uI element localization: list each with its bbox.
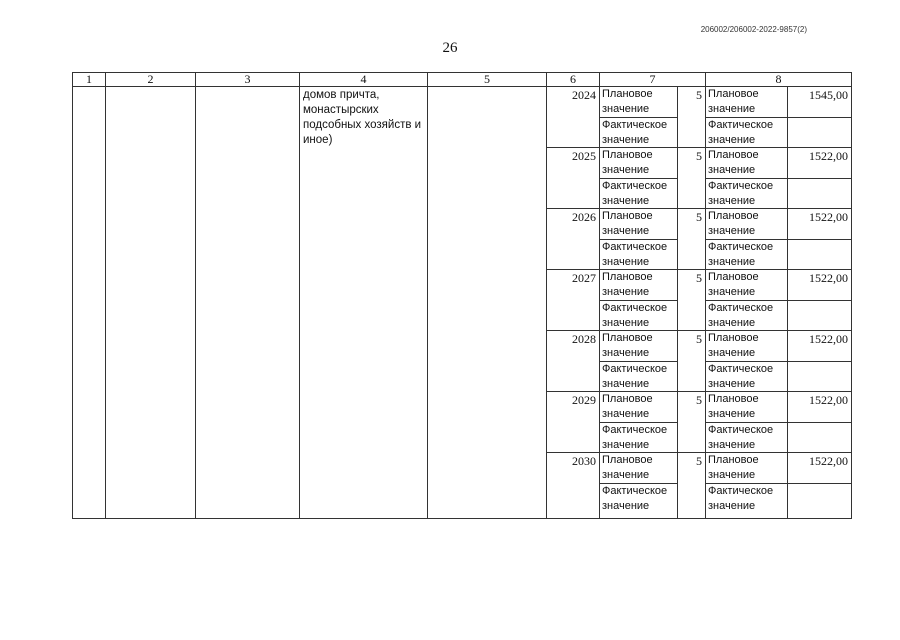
cell-year: 2028 bbox=[547, 331, 600, 392]
indicator-table-container bbox=[72, 72, 851, 519]
col-header-1: 1 bbox=[73, 73, 106, 87]
col8-actual-value bbox=[788, 484, 852, 519]
col7-value: 5 bbox=[678, 148, 706, 209]
col7-value: 5 bbox=[678, 453, 706, 519]
col7-value: 5 bbox=[678, 331, 706, 392]
cell-year: 2030 bbox=[547, 453, 600, 519]
col8-actual-value bbox=[788, 179, 852, 209]
cell-year: 2024 bbox=[547, 87, 600, 148]
cell-year: 2029 bbox=[547, 392, 600, 453]
actual-label: Фактическое значение bbox=[706, 423, 788, 453]
col-header-6: 6 bbox=[547, 73, 600, 87]
col-header-7: 7 bbox=[600, 73, 706, 87]
col8-actual-value bbox=[788, 301, 852, 331]
actual-label: Фактическое значение bbox=[706, 179, 788, 209]
col8-actual-value bbox=[788, 362, 852, 392]
planned-label: Плановое значение bbox=[706, 453, 788, 484]
page-number: 26 bbox=[442, 40, 458, 56]
cell-col2 bbox=[106, 87, 196, 519]
col8-value: 1545,00 bbox=[788, 87, 852, 118]
col8-actual-value bbox=[788, 423, 852, 453]
col8-value: 1522,00 bbox=[788, 270, 852, 301]
actual-label: Фактическое значение bbox=[600, 362, 678, 392]
col8-value: 1522,00 bbox=[788, 209, 852, 240]
table-row bbox=[73, 87, 852, 118]
actual-label: Фактическое значение bbox=[600, 179, 678, 209]
planned-label: Плановое значение bbox=[706, 392, 788, 423]
col8-value: 1522,00 bbox=[788, 392, 852, 423]
col7-value: 5 bbox=[678, 270, 706, 331]
planned-label: Плановое значение bbox=[600, 148, 678, 179]
actual-label: Фактическое значение bbox=[600, 423, 678, 453]
col8-value: 1522,00 bbox=[788, 453, 852, 484]
planned-label: Плановое значение bbox=[706, 148, 788, 179]
actual-label: Фактическое значение bbox=[600, 484, 678, 519]
col8-actual-value bbox=[788, 118, 852, 148]
actual-label: Фактическое значение bbox=[706, 118, 788, 148]
col8-actual-value bbox=[788, 240, 852, 270]
actual-label: Фактическое значение bbox=[600, 118, 678, 148]
cell-col1 bbox=[73, 87, 106, 519]
planned-label: Плановое значение bbox=[706, 87, 788, 118]
planned-label: Плановое значение bbox=[600, 331, 678, 362]
col8-value: 1522,00 bbox=[788, 331, 852, 362]
cell-col3 bbox=[196, 87, 300, 519]
planned-label: Плановое значение bbox=[600, 209, 678, 240]
col7-value: 5 bbox=[678, 209, 706, 270]
col8-value: 1522,00 bbox=[788, 148, 852, 179]
planned-label: Плановое значение bbox=[706, 331, 788, 362]
cell-year: 2026 bbox=[547, 209, 600, 270]
cell-year: 2025 bbox=[547, 148, 600, 209]
col7-value: 5 bbox=[678, 392, 706, 453]
col-header-3: 3 bbox=[196, 73, 300, 87]
col7-value: 5 bbox=[678, 87, 706, 148]
planned-label: Плановое значение bbox=[706, 270, 788, 301]
actual-label: Фактическое значение bbox=[706, 301, 788, 331]
planned-label: Плановое значение bbox=[600, 453, 678, 484]
cell-description: домов причта, монастырских подсобных хозяйств и иное) bbox=[300, 87, 428, 519]
actual-label: Фактическое значение bbox=[600, 240, 678, 270]
col-header-8: 8 bbox=[706, 73, 852, 87]
indicator-table bbox=[72, 72, 852, 519]
actual-label: Фактическое значение bbox=[706, 484, 788, 519]
planned-label: Плановое значение bbox=[600, 87, 678, 118]
col-header-5: 5 bbox=[428, 73, 547, 87]
planned-label: Плановое значение bbox=[600, 270, 678, 301]
actual-label: Фактическое значение bbox=[600, 301, 678, 331]
document-id: 206002/206002-2022-9857(2) bbox=[700, 25, 807, 34]
planned-label: Плановое значение bbox=[600, 392, 678, 423]
cell-year: 2027 bbox=[547, 270, 600, 331]
col-header-2: 2 bbox=[106, 73, 196, 87]
planned-label: Плановое значение bbox=[706, 209, 788, 240]
col-header-4: 4 bbox=[300, 73, 428, 87]
actual-label: Фактическое значение bbox=[706, 240, 788, 270]
actual-label: Фактическое значение bbox=[706, 362, 788, 392]
cell-col5 bbox=[428, 87, 547, 519]
table-header-row bbox=[73, 73, 852, 87]
